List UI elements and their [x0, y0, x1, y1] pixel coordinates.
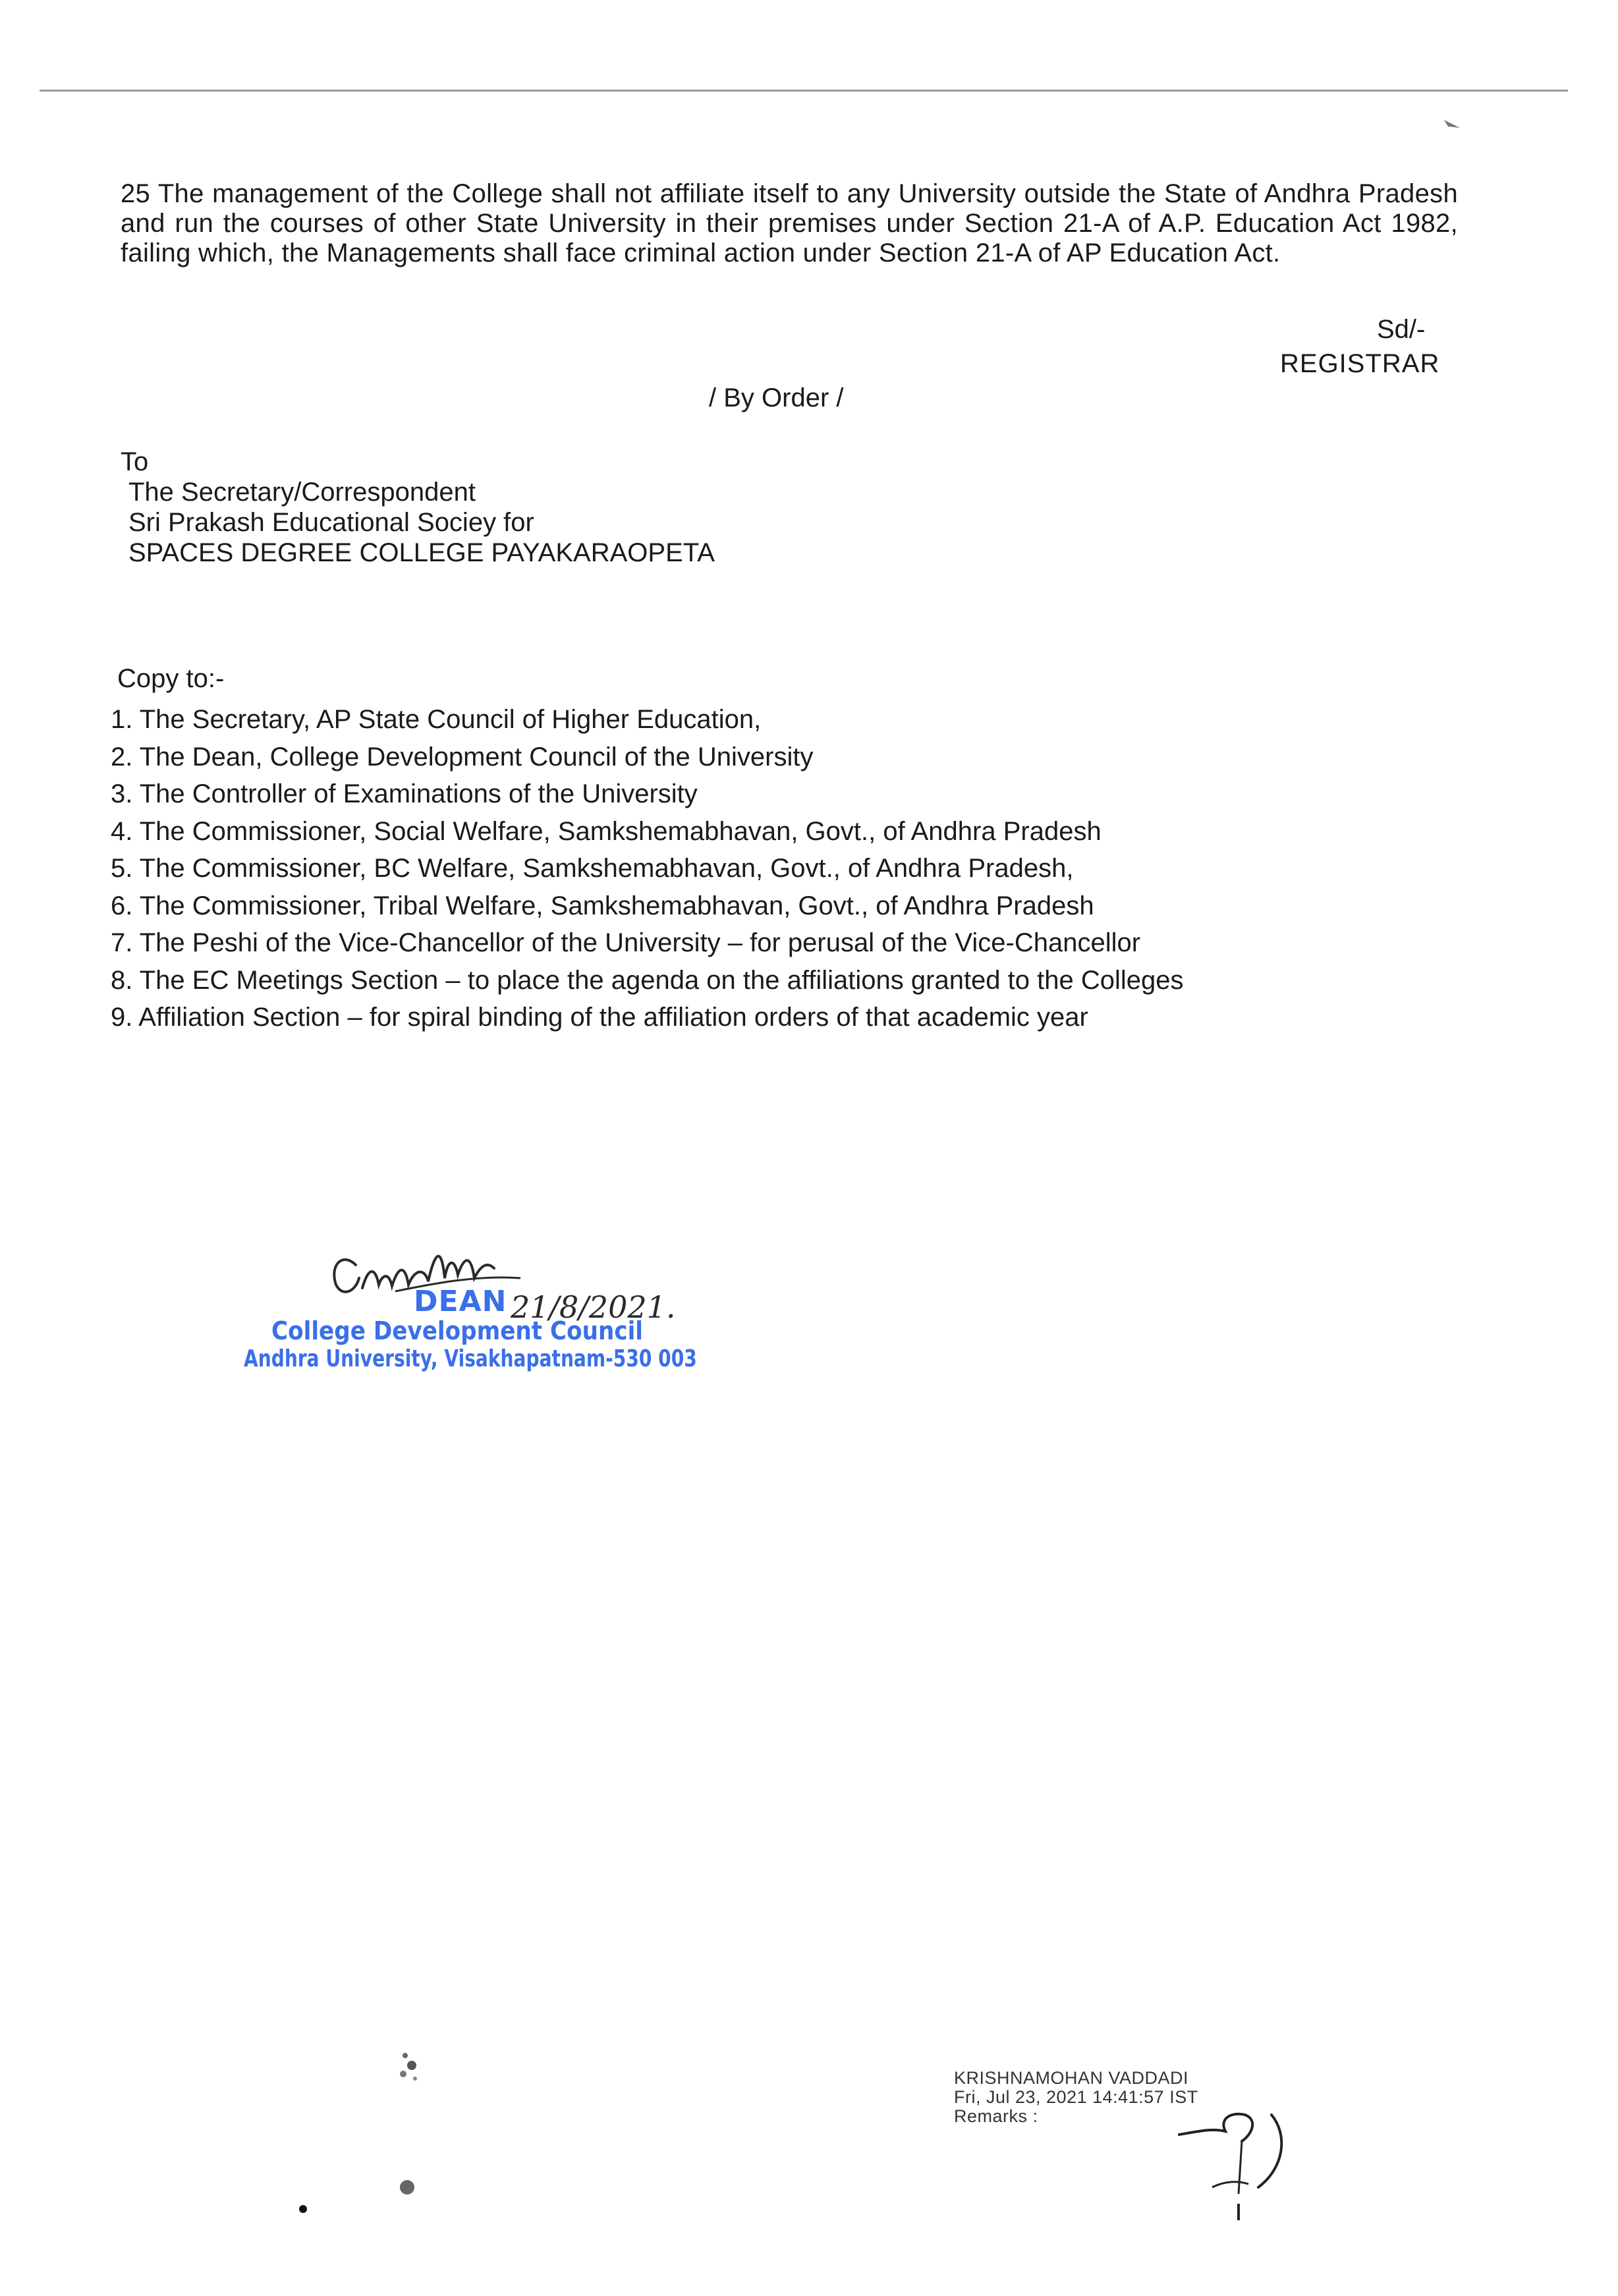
- condition-paragraph-25: 25 The management of the College shall not affiliate itself to any University outside the State of Andhra Pradesh and run the courses of other State University in their premises under Section 21-A of A.P. Education Act 1982, failing which, the Managements shall face criminal action under Section 21-A of AP Education Act.: [121, 179, 1458, 267]
- by-order-line: / By Order /: [709, 383, 844, 412]
- verification-check-mark: [1173, 2095, 1304, 2227]
- copy-to-item: 9. Affiliation Section – for spiral binding of the affiliation orders of that academic year: [111, 1003, 1088, 1032]
- top-rule: [40, 90, 1568, 92]
- stamp-title: DEAN: [414, 1285, 507, 1318]
- digital-signature-block: [954, 2069, 1198, 2126]
- addressee-to: To: [121, 447, 149, 476]
- signed-mark: Sd/-: [1377, 315, 1426, 344]
- addressee-line-2: Sri Prakash Educational Sociey for: [128, 508, 534, 537]
- remarks-label: Remarks :: [954, 2106, 1038, 2126]
- copy-to-heading: Copy to:-: [117, 664, 225, 693]
- registrar-title: REGISTRAR: [1280, 349, 1440, 378]
- scan-speck: [389, 2049, 428, 2088]
- copy-to-item: 4. The Commissioner, Social Welfare, Samkshemabhavan, Govt., of Andhra Pradesh: [111, 816, 1102, 846]
- copy-to-item: 5. The Commissioner, BC Welfare, Samkshemabhavan, Govt., of Andhra Pradesh,: [111, 854, 1074, 883]
- handwritten-date: 21/8/2021.: [511, 1289, 676, 1325]
- stamp-line-2: Andhra University, Visakhapatnam-530 003: [244, 1345, 697, 1372]
- dean-stamp: [244, 1239, 697, 1397]
- scan-speck: [298, 2204, 308, 2214]
- copy-to-item: 2. The Dean, College Development Council of the University: [111, 742, 814, 771]
- copy-to-item: 7. The Peshi of the Vice-Chancellor of the University – for perusal of the Vice-Chancellor: [111, 928, 1141, 957]
- addressee-line-1: The Secretary/Correspondent: [128, 478, 476, 507]
- addressee-line-3: SPACES DEGREE COLLEGE PAYAKARAOPETA: [128, 538, 715, 567]
- copy-to-item: 3. The Controller of Examinations of the University: [111, 779, 698, 808]
- scan-speck: [394, 2174, 420, 2200]
- stamp-line-1: College Development Council: [271, 1316, 644, 1345]
- signature-datetime: Fri, Jul 23, 2021 14:41:57 IST: [954, 2087, 1198, 2107]
- copy-to-item: 8. The EC Meetings Section – to place the agenda on the affiliations granted to the Colleges: [111, 965, 1184, 995]
- addressee-block: [121, 447, 715, 568]
- copy-to-item: 6. The Commissioner, Tribal Welfare, Samkshemabhavan, Govt., of Andhra Pradesh: [111, 891, 1094, 920]
- signer-name: KRISHNAMOHAN VADDADI: [954, 2068, 1189, 2088]
- copy-to-item: 1. The Secretary, AP State Council of Higher Education,: [111, 705, 762, 734]
- scan-speck: [1443, 117, 1463, 130]
- copy-to-list: [111, 701, 1184, 1036]
